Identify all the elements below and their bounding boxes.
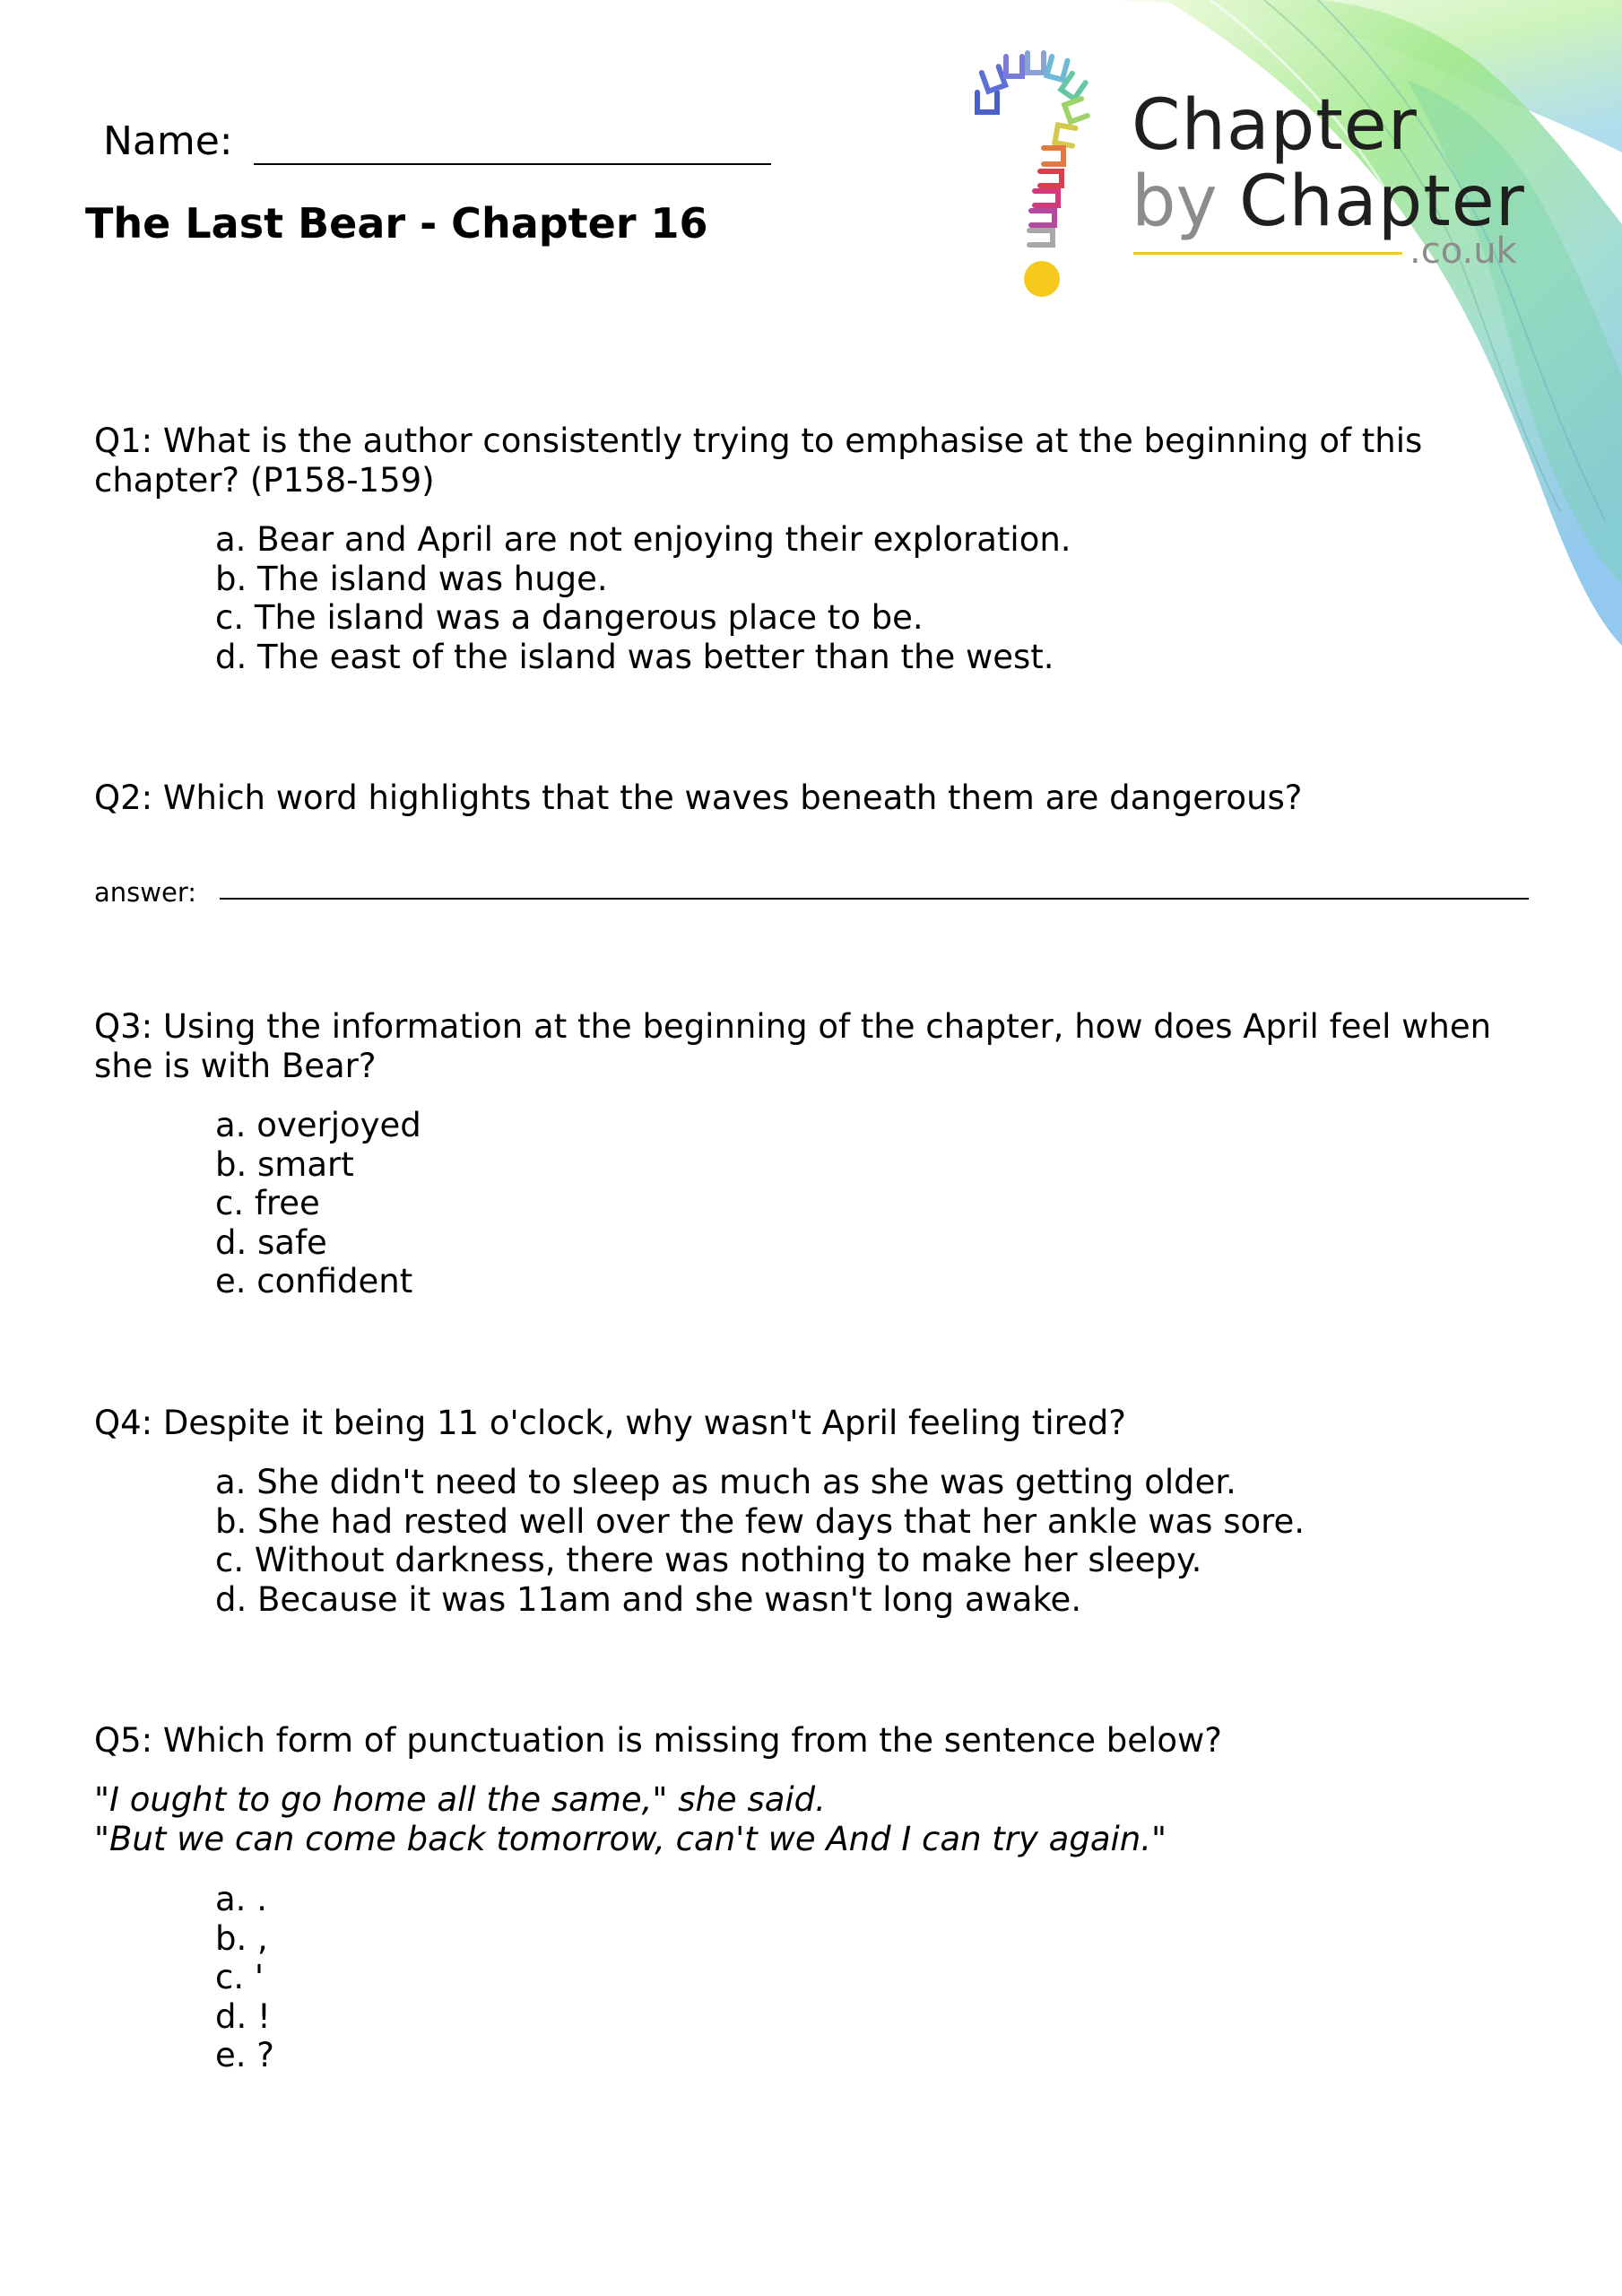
question-5-option-a[interactable]: a. . — [215, 1880, 267, 1918]
question-5-quote-line-2: "But we can come back tomorrow, can't we And I can try again." — [94, 1820, 1167, 1858]
logo-chapter-text: Chapter — [1132, 85, 1418, 166]
question-1-option-c[interactable]: c. The island was a dangerous place to be. — [215, 598, 924, 637]
question-5-option-c[interactable]: c. ' — [215, 1958, 265, 1996]
question-5-option-e[interactable]: e. ? — [215, 2036, 274, 2074]
question-3: Q3: Using the information at the beginning of the chapter, how does April feel when she is with Bear? — [94, 1007, 1492, 1085]
name-label: Name: — [103, 118, 233, 164]
question-1-option-a[interactable]: a. Bear and April are not enjoying their exploration. — [215, 520, 1071, 559]
question-3-option-e[interactable]: e. confident — [215, 1262, 413, 1300]
question-5-quote-line-1: "I ought to go home all the same," she said. — [94, 1780, 826, 1819]
page-title: The Last Bear - Chapter 16 — [85, 199, 708, 248]
question-3-option-a[interactable]: a. overjoyed — [215, 1106, 421, 1144]
answer-field-line[interactable] — [220, 898, 1529, 900]
logo-domain-text: .co.uk — [1409, 230, 1517, 272]
question-3-options — [215, 1106, 421, 1301]
question-4-options — [215, 1463, 1305, 1619]
question-1-options — [215, 520, 1071, 676]
name-field-line[interactable] — [254, 163, 771, 165]
question-4-option-d[interactable]: d. Because it was 11am and she wasn't long awake. — [215, 1579, 1082, 1619]
question-3-option-b[interactable]: b. smart — [215, 1144, 354, 1184]
question-1: Q1: What is the author consistently trying to emphasise at the beginning of this chapter? (P158-159) — [94, 422, 1423, 500]
question-3-option-c[interactable]: c. free — [215, 1184, 320, 1222]
logo-books-icon — [959, 49, 1112, 309]
logo-chapter-text-2: Chapter — [1239, 161, 1525, 242]
logo-by-text: by — [1132, 161, 1218, 242]
question-5-option-d[interactable]: d. ! — [215, 1996, 271, 2036]
question-1-option-b[interactable]: b. The island was huge. — [215, 559, 608, 598]
question-5-options — [215, 1880, 274, 2075]
question-4-option-b[interactable]: b. She had rested well over the few days that her ankle was sore. — [215, 1501, 1305, 1541]
question-5: Q5: Which form of punctuation is missing from the sentence below? — [94, 1721, 1222, 1760]
answer-label: answer: — [94, 877, 197, 908]
logo-underline — [1133, 252, 1402, 255]
logo-wordmark — [1132, 85, 1544, 274]
question-3-option-d[interactable]: d. safe — [215, 1222, 327, 1262]
question-4-option-a[interactable]: a. She didn't need to sleep as much as she was getting older. — [215, 1463, 1236, 1501]
question-1-option-d[interactable]: d. The east of the island was better than the west. — [215, 637, 1054, 676]
question-4: Q4: Despite it being 11 o'clock, why wasn't April feeling tired? — [94, 1404, 1126, 1442]
question-5-option-b[interactable]: b. , — [215, 1918, 268, 1958]
question-2: Q2: Which word highlights that the waves beneath them are dangerous? — [94, 778, 1303, 817]
question-4-option-c[interactable]: c. Without darkness, there was nothing to make her sleepy. — [215, 1541, 1202, 1579]
